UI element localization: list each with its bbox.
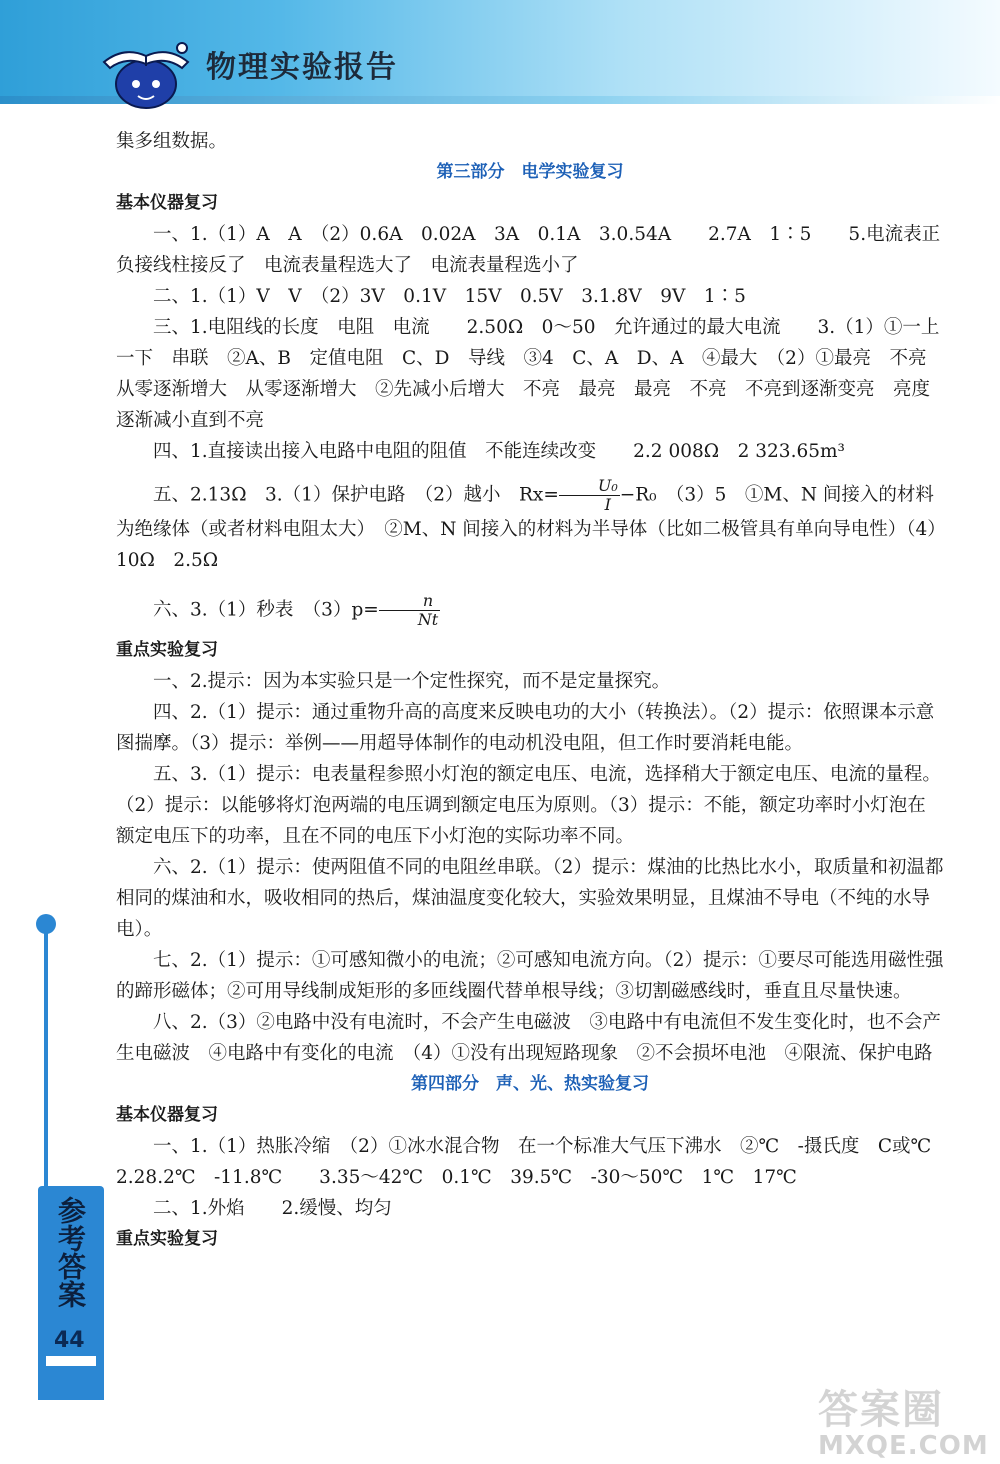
mascot-icon (96, 32, 196, 112)
formula-prefix: 五、2.13Ω 3.（1）保护电路 （2）越小 Rx= (153, 484, 559, 506)
fraction-denominator: Nt (417, 610, 439, 629)
part4-title: 第四部分 声、光、热实验复习 (411, 1074, 649, 1094)
watermark-logo (818, 1378, 988, 1462)
basic-instruments-title-2: 基本仪器复习 (116, 1105, 218, 1125)
answer-paragraph: 七、2.（1）提示：①可感知微小的电流；②可感知电流方向。（2）提示：①要尽可能选用磁性强的蹄形磁体；②可用导线制成矩形的多匝线圈代替单根导线；③切割磁感线时，垂直且尽量快速。 (116, 950, 944, 1002)
answer-paragraph: 一、1.（1）A A （2）0.6A 0.02A 3A 0.1A 3.0.54A 2.7A 1∶5 5.电流表正负接线柱接反了 电流表量程选大了 电流表量程选小了 (116, 224, 941, 276)
page-number-bar (46, 1356, 96, 1366)
formula-suffix: −R₀ （3）5 ①M、N 间接入的材料为绝缘体（或者材料电阻太大） ②M、N 间接入的材料为半导体（比如二极管具有单向导电性）（4）10Ω 2.5Ω (116, 484, 937, 571)
key-experiments-title: 重点实验复习 (116, 640, 218, 660)
answer-paragraph: 一、1.（1）热胀冷缩 （2）①冰水混合物 在一个标准大气压下沸水 ②℃ -摄氏度 C或℃ 2.28.2℃ -11.8℃ 3.35～42℃ 0.1℃ 39.5℃ -30～50℃ 1℃ 17℃ (116, 1136, 969, 1188)
fraction-numerator: n (379, 592, 440, 611)
key-experiments-title-2: 重点实验复习 (116, 1229, 218, 1249)
answer-paragraph-formula (116, 582, 944, 635)
answer-paragraph: 二、1.外焰 2.缓慢、均匀 (153, 1198, 392, 1219)
fraction-numerator: U₀ (559, 477, 620, 496)
answer-tab-label: 参考答案 (54, 1196, 87, 1308)
answer-paragraph: 八、2.（3）②电路中没有电流时，不会产生电磁波 ③电路中有电流但不发生变化时，也不会产生电磁波 ④电路中有变化的电流 （4）①没有出现短路现象 ②不会损坏电池 ④限流、保护电路 (116, 1012, 941, 1064)
answer-paragraph: 三、1.电阻线的长度 电阻 电流 2.50Ω 0～50 允许通过的最大电流 3.（1）①一上一下 串联 ②A、B 定值电阻 C、D 导线 ③4 C、A D、A ④最大 （2）①最亮 不亮 从零逐渐增大 从零逐渐增大 ②先减小后增大 不亮 最亮 最亮 不亮 不亮到逐渐变亮 亮度逐渐减小直到不亮 (116, 317, 945, 431)
answer-paragraph: 二、1.（1）V V （2）3V 0.1V 15V 0.5V 3.1.8V 9V 1∶5 (153, 286, 746, 307)
power-fraction (379, 592, 440, 629)
part3-title: 第三部分 电学实验复习 (436, 162, 624, 182)
resistance-fraction (559, 477, 620, 514)
page-number: 44 (54, 1328, 85, 1353)
answer-paragraph: 四、2.（1）提示：通过重物升高的高度来反映电功的大小（转换法）。（2）提示：依照课本示意图揣摩。（3）提示：举例——用超导体制作的电动机没电阻，但工作时要消耗电能。 (116, 702, 935, 754)
basic-instruments-title: 基本仪器复习 (116, 193, 218, 213)
book-title: 物理实验报告 (206, 50, 398, 85)
continued-line: 集多组数据。 (116, 131, 228, 152)
formula-prefix: 六、3.（1）秒表 （3）p= (153, 599, 379, 621)
answer-paragraph: 五、3.（1）提示：电表量程参照小灯泡的额定电压、电流，选择稍大于额定电压、电流的量程。（2）提示：以能够将灯泡两端的电压调到额定电压为原则。（3）提示：不能，额定功率时小灯泡在额定电压下的功率，且在不同的电压下小灯泡的实际功率不同。 (116, 764, 941, 847)
watermark-url: MXQE.COM (818, 1431, 989, 1461)
side-dot (36, 914, 56, 934)
watermark-text: 答案圈 (818, 1387, 944, 1433)
answer-paragraph: 六、2.（1）提示：使两阻值不同的电阻丝串联。（2）提示：煤油的比热比水小，取质量和初温都相同的煤油和水，吸收相同的热后，煤油温度变化较大，实验效果明显，且煤油不导电（不纯的水导电）。 (116, 857, 944, 940)
fraction-denominator: I (604, 495, 611, 514)
answer-paragraph-formula (116, 467, 944, 582)
side-line (44, 924, 48, 1194)
answer-paragraph: 一、2.提示：因为本实验只是一个定性探究，而不是定量探究。 (153, 671, 671, 692)
answer-paragraph: 四、1.直接读出接入电路中电阻的阻值 不能连续改变 2.2 008Ω 2 323.65m³ (153, 441, 845, 462)
page-content (116, 126, 969, 1255)
